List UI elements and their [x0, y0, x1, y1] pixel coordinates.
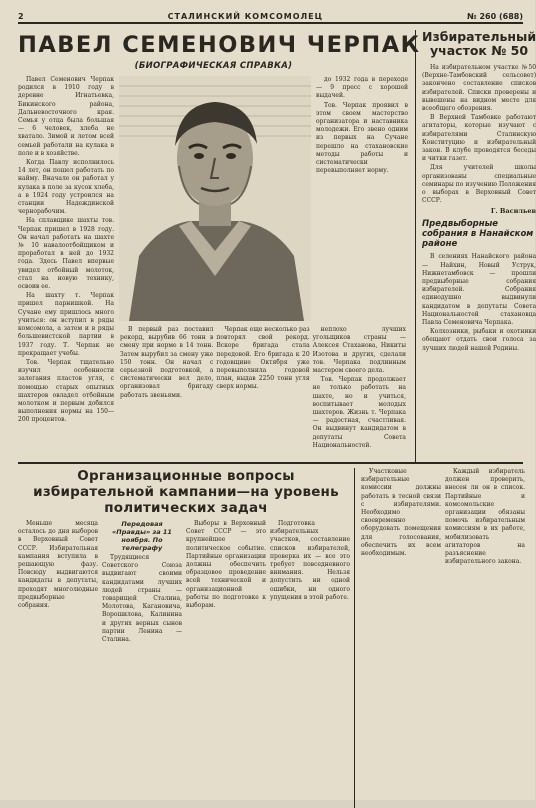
bottom-col-1 — [18, 520, 98, 790]
paragraph: Тов. Черпак тщательно изучил особенности залегания пластов угля, с помощью старых опытных шахтеров овладел отбойным молотком и первым добился выполнения нормы на 150—200 процентов. — [18, 358, 114, 424]
main-col-1 — [18, 76, 114, 456]
paragraph: Тов. Черпак проявил в этом своем мастерство организатора и наставника молодежи. Его звено одним из первых на Сучане перешло на стахановские методы работы и систематически перевыполняет норму. — [316, 101, 408, 175]
paragraph: В Верхней Тамбовке работают агитаторы, которые изучают с избирателями Сталинскую Конституцию и избирательный закон. В клубе проводятся беседы и читки газет. — [422, 114, 536, 163]
bottom-side-col-1 — [361, 468, 441, 808]
main-col-2 — [316, 76, 408, 256]
paragraph: Участковые избирательные комиссии должны работать в тесной связи с избирателями. Необходимо своевременно оборудовать помещения для голосования, обеспечить их всем необходимым. — [361, 468, 441, 558]
right-column — [416, 30, 536, 462]
paragraph: Каждый избиратель должен проверить, внесен ли он в список. Партийные и комсомольские организации обязаны помочь избирательным комиссиям в их работе, мобилизовать агитаторов на разъяснение избирательного закона. — [445, 468, 525, 566]
bottom-col-3 — [186, 520, 266, 790]
paragraph: На шахту т. Черпак пришел парнишкой. На Сучане ему пришлось много учиться: он вступил в ряды комсомола, а затем и в ряды большевистской партии в 1937 году. Т. Черпак не прекращает учебы. — [18, 292, 114, 357]
paragraph: На избирательном участке №50 (Верхне-Тамбовский сельсовет) закончено составление списков избирателей. Списки проверены и вывешены на видном месте для всеобщего обозрения. — [422, 64, 536, 113]
paragraph: Тов. Черпак продолжает не только работать на шахте, но и учиться, воспитывает молодых шахтеров. Жизнь т. Черпака — радостная, счастливая. Он выдвинут кандидатом в депутаты Совета Национальностей. — [312, 376, 406, 449]
portrait-image — [119, 76, 311, 376]
right-subheadline: Предвыборные собрания в Нанайском районе — [422, 219, 534, 250]
right-body — [422, 64, 536, 205]
paragraph: Подготовка избирательных участков, составление списков избирателей, проверка их — все это требует повседневного внимания. Нельзя допустить ни одной ошибки, ни одного упущения в этой работе. — [270, 520, 350, 601]
main-article — [18, 30, 421, 462]
paragraph: Для учителей школы организованы специальные семинары по изучению Положения о выборах в Верховный Совет СССР. — [422, 164, 536, 205]
paragraph: В первый раз поставил рекорд, вырубив 66 тонн в смену при норме в 14 тонн. Затем вырубил за смену уже 150 тонн. Он начал с серьезной подготовкой, а систематически вел дело, организовал бригаду работать звеньями. — [120, 326, 214, 399]
paragraph: Меньше месяца осталось до дня выборов в Верховный Совет СССР. Избирательная кампания вступила в решающую фазу. Повсюду выдвигаются кандидаты в депутаты, проходят многолюдные предвыборные собрания. — [18, 520, 98, 610]
bottom-side-col-2 — [445, 468, 525, 808]
issue-number: № 260 (688) — [467, 11, 523, 21]
bottom-section — [18, 468, 523, 808]
bottom-article — [18, 468, 354, 808]
main-headline: ПАВЕЛ СЕМЕНОВИЧ ЧЕРПАК — [18, 32, 421, 58]
bottom-col-2 — [102, 520, 182, 790]
top-section — [18, 29, 536, 464]
bottom-col-4 — [270, 520, 350, 790]
main-subheadline: (БИОГРАФИЧЕСКАЯ СПРАВКА) — [134, 61, 293, 71]
portrait-illustration — [119, 76, 311, 321]
right-sub-body — [422, 253, 536, 352]
paragraph: На сплавщике шахты тов. Черпак пришел в 1928 году. Он начал работать на шахте № 10 навалоотбойщиком и проработал в ней до 1932 года. Здесь Павел впервые увидел отбойный молоток, стал на новую технику, освоив ее. — [18, 217, 114, 291]
page-number: 2 — [18, 11, 24, 21]
paragraph: Выборы в Верховный Совет СССР — это крупнейшее политическое событие. Партийные организации должны обеспечить образцовое проведение всей технической и организационной работы по подготовке к выборам. — [186, 520, 266, 610]
right-headline: Избирательный участок № 50 — [422, 29, 536, 58]
paragraph: Трудящиеся Советского Союза выдвигают своими кандидатами лучших людей страны — товарищей Сталина, Молотова, Кагановича, Ворошилова, Калинина и других верных сынов партии Ленина — Сталина. — [102, 554, 182, 644]
article-signature: Г. Васильев — [490, 207, 536, 216]
main-low-col-3 — [312, 326, 406, 449]
dateline: Передовая «Правды» за 11 ноября. По телеграфу — [112, 520, 172, 552]
masthead — [18, 10, 523, 24]
paragraph: Черпак еще несколько раз повторял свой рекорд. Вскоре бригада стала передовой. Его бригада к 20 годовщине Октября уже перевыполнила годовой план, выдав 2250 тонн угля сверх нормы. — [216, 326, 310, 391]
bottom-side-columns — [354, 468, 529, 808]
paragraph: В селениях Нанайского района — Найхин, Новый Уструк, Нижнетамбовск — прошли предвыборные собрания избирателей. Собрания единодушно выдвинули кандидатом в депутаты Совета Национальностей стахановца Павла Семеновича Черпака. — [422, 253, 536, 327]
paragraph: до 1932 года в переходе — 9 пресс с хорошей выдачей. — [316, 76, 408, 100]
paragraph: неплохо лучших угольщиков страны — Алексея Стаханова, Никиты Изотова и других, сделали тов. Черпака подлинным мастером своего дела. — [312, 326, 406, 375]
paper-name: СТАЛИНСКИЙ КОМСОМОЛЕЦ — [167, 11, 324, 21]
paragraph: Павел Семенович Черпак родился в 1910 году в деревне Игнатьевка, Бикинского района, Дальневосточного края. Семья у отца была большая — 6 человек, хлеба не хватало. Зимой и летом всей семьей работали на кулака в поле и в хозяйстве. — [18, 76, 114, 157]
paragraph: Когда Павлу исполнилось 14 лет, он пошел работать по найму. Вначале он работал у кулака в поле за кусок хлеба, а в 1924 году устроился на станции Надеждинской чернорабочим. — [18, 159, 114, 216]
bottom-headline: Организационные вопросы избирательной кампании—на уровень политических задач — [33, 468, 339, 516]
bottom-columns — [18, 520, 354, 790]
paragraph: Колхозники, рыбаки и охотники обещают отдать свои голоса за лучших людей нашей Родины. — [422, 328, 536, 352]
